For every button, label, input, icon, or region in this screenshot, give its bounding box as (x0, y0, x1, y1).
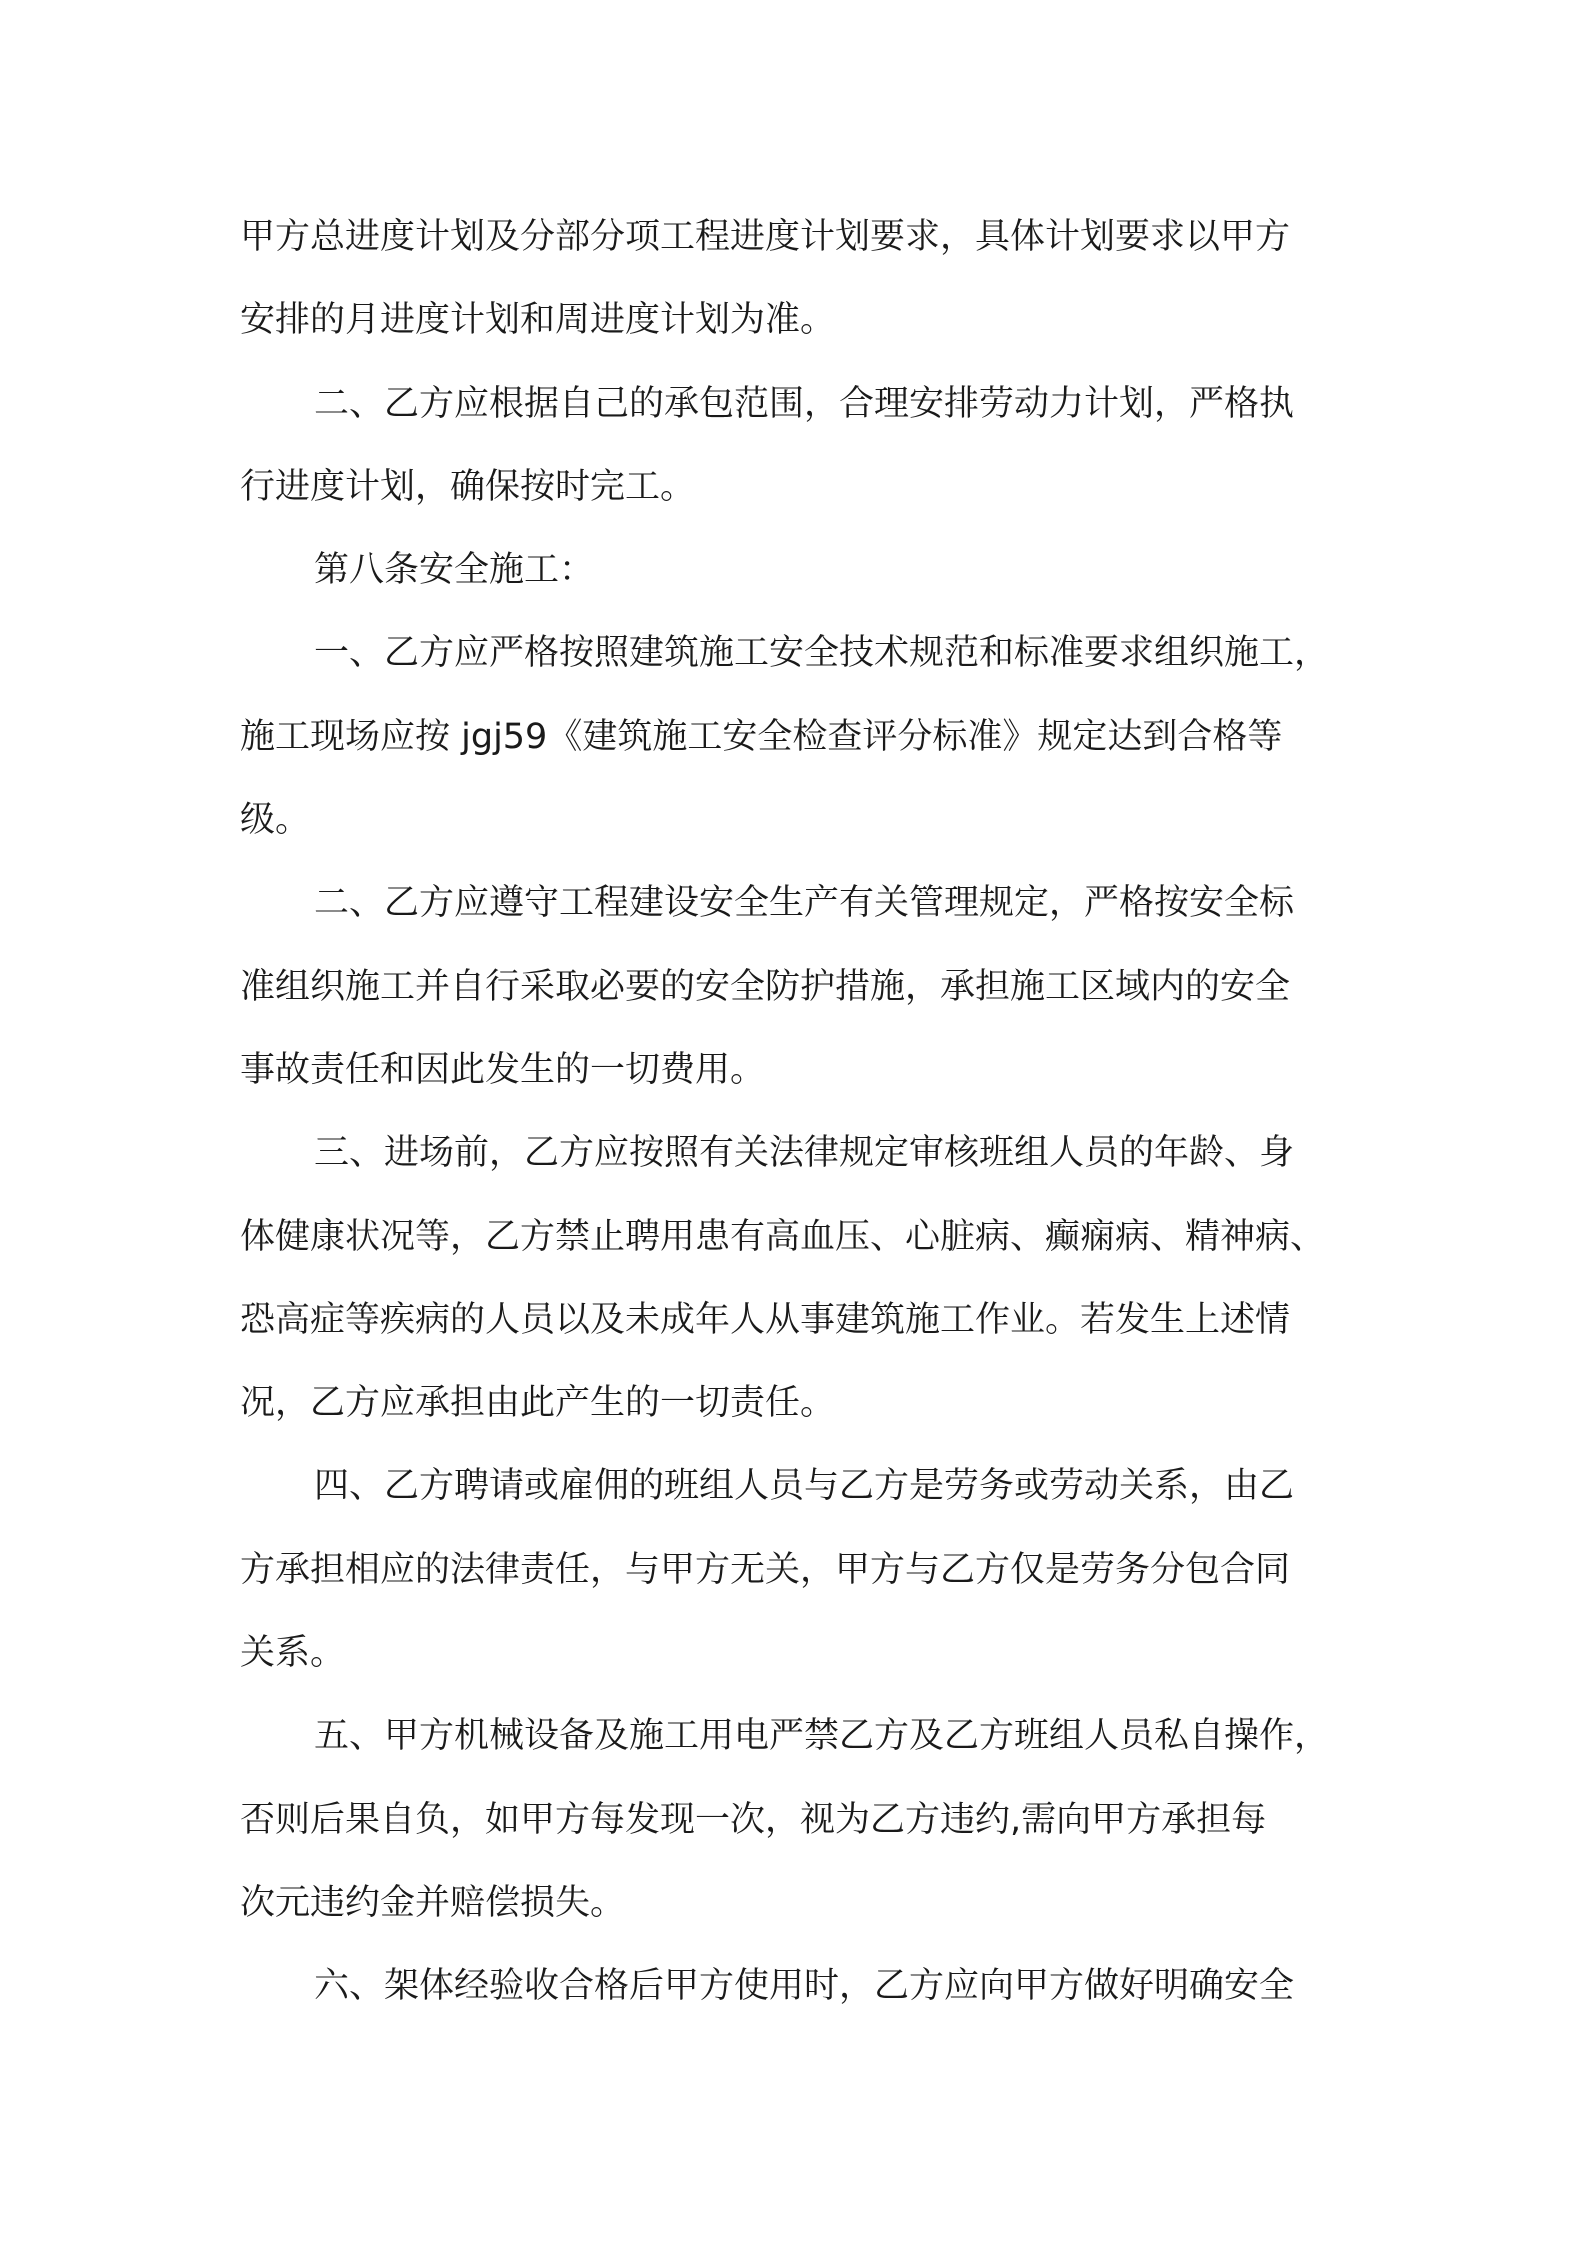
text-line: 恐高症等疾病的人员以及未成年人从事建筑施工作业。若发生上述情 (240, 1299, 1291, 1340)
text-line: 二、乙方应根据自己的承包范围，合理安排劳动力计划，严格执 (314, 383, 1295, 424)
text-line: 事故责任和因此发生的一切费用。 (240, 1049, 766, 1090)
text-line: 体健康状况等，乙方禁止聘用患有高血压、心脏病、癫痫病、精神病、 (240, 1216, 1326, 1257)
text-line: 况，乙方应承担由此产生的一切责任。 (240, 1383, 836, 1424)
text-line: 五、甲方机械设备及施工用电严禁乙方及乙方班组人员私自操作， (314, 1716, 1330, 1757)
text-line: 关系。 (240, 1633, 346, 1674)
text-line: 行进度计划，确保按时完工。 (240, 466, 696, 507)
text-line: 六、架体经验收合格后甲方使用时，乙方应向甲方做好明确安全 (314, 1966, 1295, 2007)
text-line: 施工现场应按 jgj59《建筑施工安全检查评分标准》规定达到合格等 (240, 716, 1283, 757)
text-line: 安排的月进度计划和周进度计划为准。 (240, 300, 836, 341)
text-line: 一、乙方应严格按照建筑施工安全技术规范和标准要求组织施工， (314, 633, 1330, 674)
text-line: 否则后果自负，如甲方每发现一次，视为乙方违约,需向甲方承担每 (240, 1799, 1267, 1840)
text-line: 次元违约金并赔偿损失。 (240, 1882, 626, 1923)
text-line: 四、乙方聘请或雇佣的班组人员与乙方是劳务或劳动关系，由乙 (314, 1466, 1295, 1507)
section-heading: 第八条安全施工： (314, 550, 595, 591)
text-line: 二、乙方应遵守工程建设安全生产有关管理规定，严格按安全标 (314, 883, 1295, 924)
text-line: 级。 (240, 800, 311, 841)
document-body (240, 196, 1350, 2029)
text-line: 方承担相应的法律责任，与甲方无关，甲方与乙方仅是劳务分包合同 (240, 1549, 1291, 1590)
text-line: 准组织施工并自行采取必要的安全防护措施，承担施工区域内的安全 (240, 966, 1291, 1007)
text-line: 甲方总进度计划及分部分项工程进度计划要求，具体计划要求以甲方 (240, 217, 1291, 257)
text-line: 三、进场前，乙方应按照有关法律规定审核班组人员的年龄、身 (314, 1133, 1295, 1174)
